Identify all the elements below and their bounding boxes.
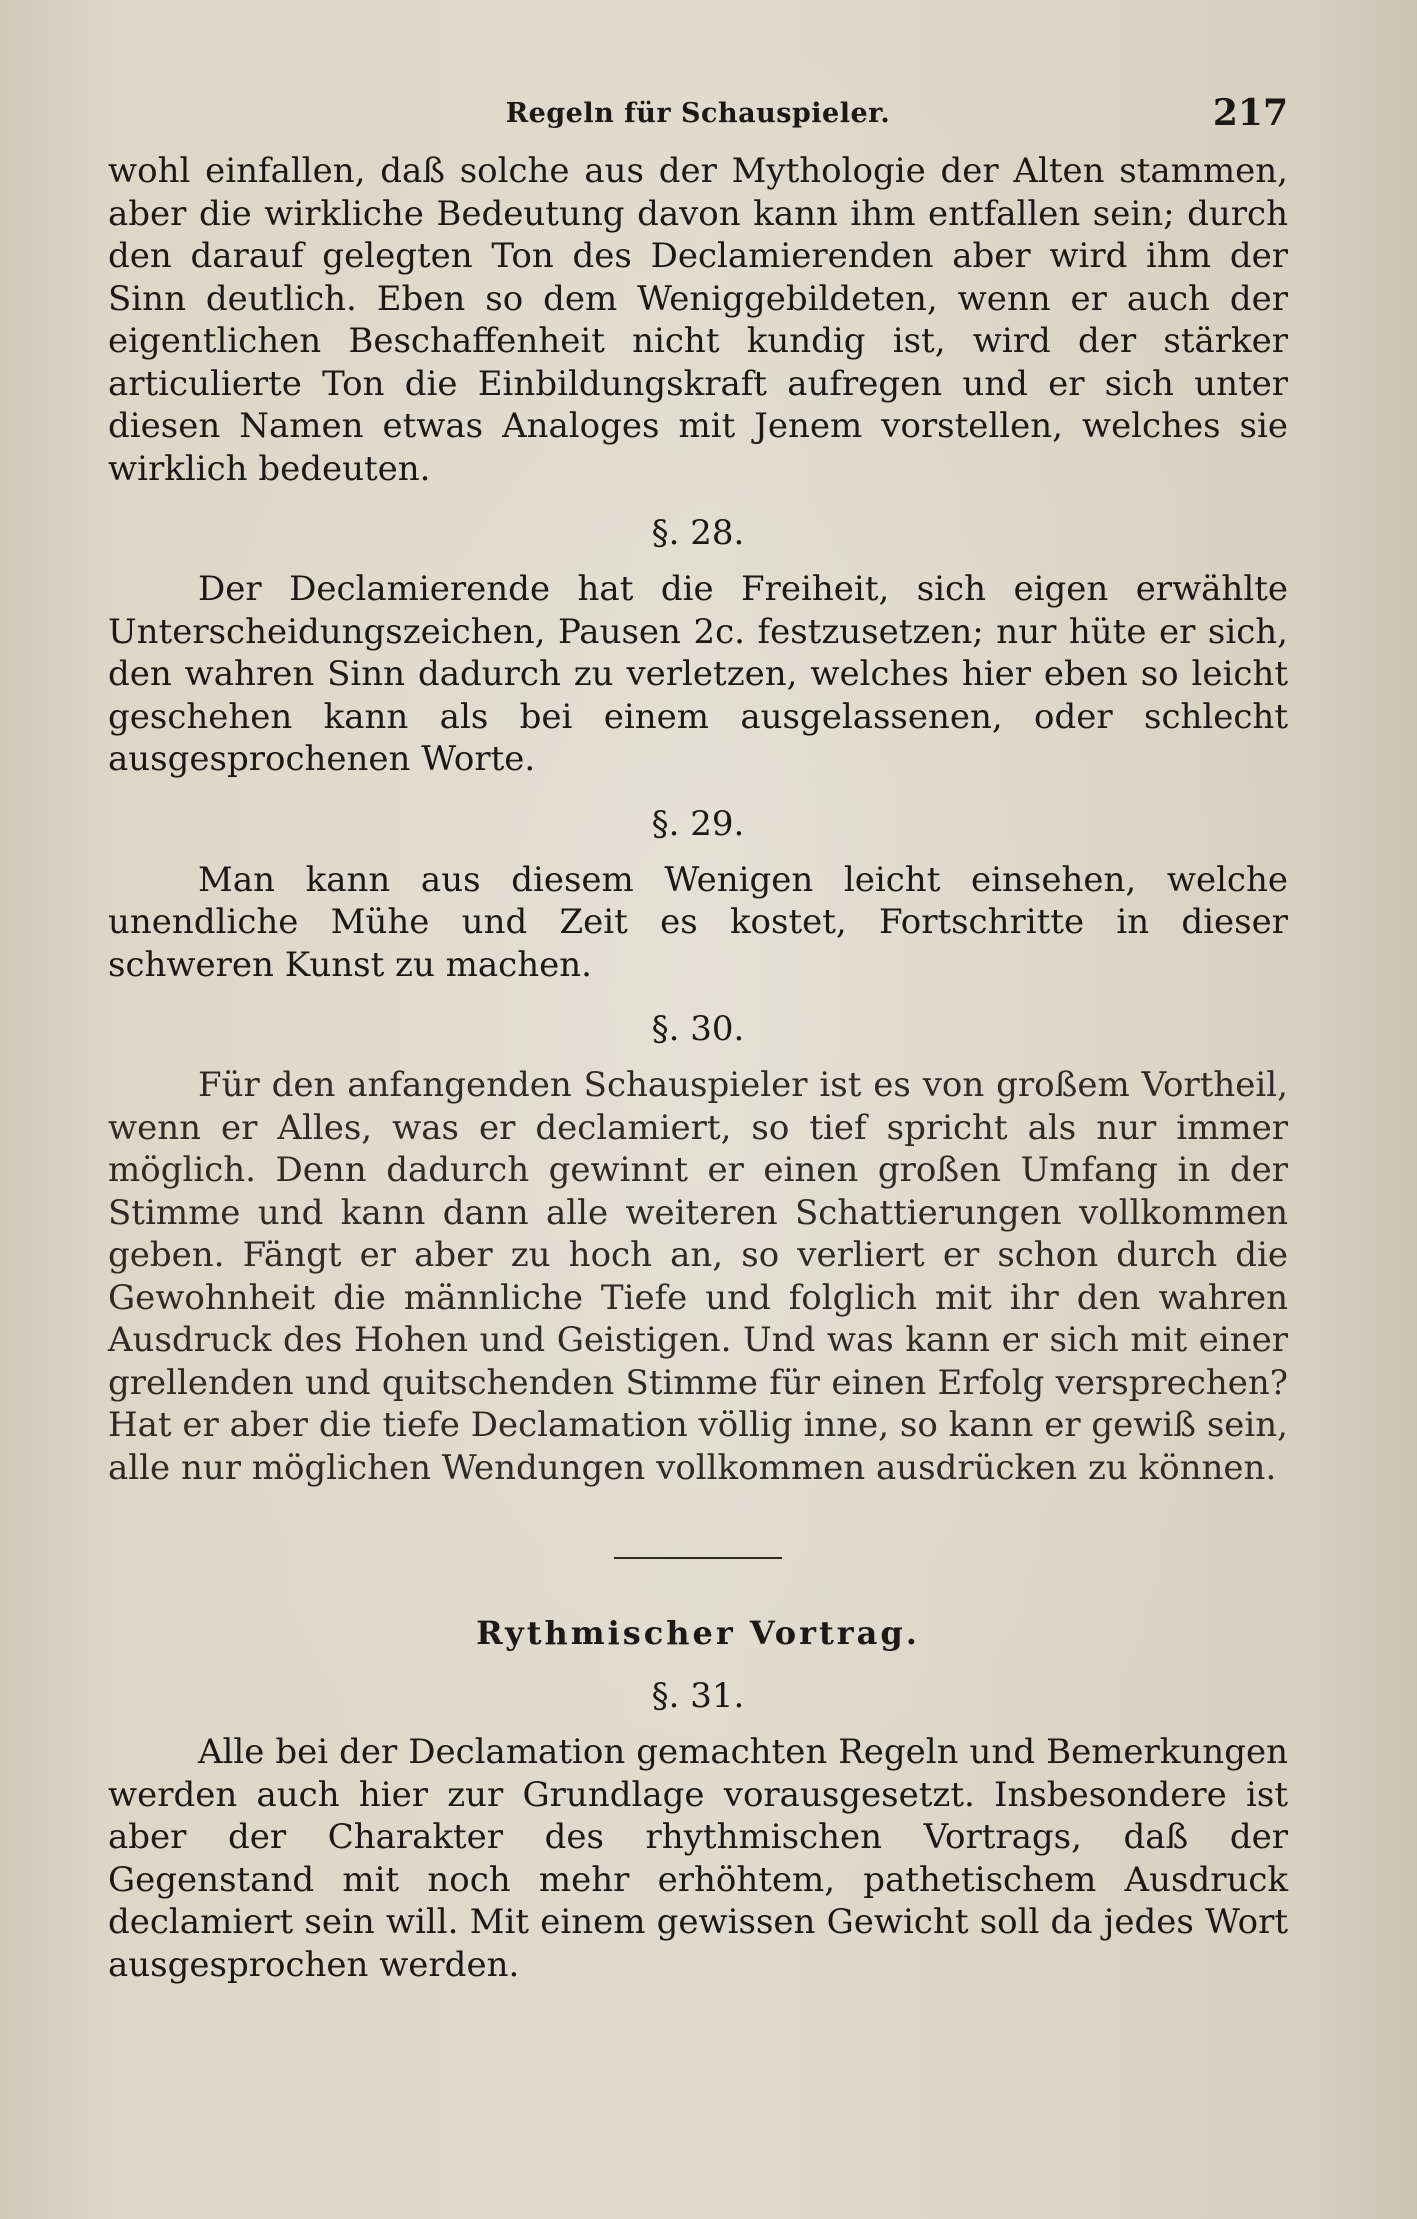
section-29-text: Man kann aus diesem Wenigen leicht einsehen, welche unendliche Mühe und Zeit es kostet, Fortschritte in dieser schweren Kunst zu machen. (108, 859, 1288, 985)
section-28-mark: §. 28. (651, 513, 745, 553)
opening-paragraph: wohl einfallen, daß solche aus der Mythologie der Alten stammen, aber die wirkliche Bedeutung davon kann ihm entfallen sein; durch den darauf gelegten Ton des Declamierenden aber wird ihm der Sinn deutlich. Eben so dem Weniggebildeten, wenn er auch der eigentlichen Beschaffenheit nicht kundig ist, wird der stärker articulierte Ton die Einbildungskraft aufregen und er sich unter diesen Namen etwas Analoges mit Jenem vorstellen, welches sie wirklich bedeuten. (108, 151, 1288, 489)
chapter-heading: Rythmischer Vortrag. (476, 1614, 920, 1652)
section-28-text: Der Declamierende hat die Freiheit, sich eigen erwählte Unterscheidungszeichen, Pausen 2c. festzusetzen; nur hüte er sich, den wahren Sinn dadurch zu verletzen, welches hier eben so leicht geschehen kann als bei einem ausgelassenen, oder schlecht ausgesprochenen Worte. (108, 569, 1288, 779)
running-title: Regeln für Schauspieler. (505, 98, 891, 129)
section-divider-rule (614, 1557, 782, 1559)
section-31-text: Alle bei der Declamation gemachten Regeln und Bemerkungen werden auch hier zur Grundlage vorausgesetzt. Insbesondere ist aber der Charakter des rhythmischen Vortrags, daß der Gegenstand mit noch mehr erhöhtem, pathetischem Ausdruck declamiert sein will. Mit einem gewissen Gewicht soll da jedes Wort ausgesprochen werden. (108, 1732, 1288, 1985)
running-head (108, 92, 1288, 144)
section-31-mark: §. 31. (651, 1676, 745, 1716)
section-29-mark: §. 29. (651, 803, 745, 844)
section-30-mark: §. 30. (651, 1009, 745, 1049)
page-content (108, 92, 1288, 1986)
page-number: 217 (1212, 92, 1288, 134)
section-30-text: Für den anfangenden Schauspieler ist es von großem Vortheil, wenn er Alles, was er declamiert, so tief spricht als nur immer möglich. Denn dadurch gewinnt er einen großen Umfang in der Stimme und kann dann alle weiteren Schattierungen vollkommen geben. Fängt er aber zu hoch an, so verliert er schon durch die Gewohnheit die männliche Tiefe und folglich mit ihr den wahren Ausdruck des Hohen und Geistigen. Und was kann er sich mit einer grellenden und quitschenden Stimme für einen Erfolg versprechen? Hat er aber die tiefe Declamation völlig inne, so kann er gewiß sein, alle nur möglichen Wendungen vollkommen ausdrücken zu können. (108, 1065, 1288, 1488)
